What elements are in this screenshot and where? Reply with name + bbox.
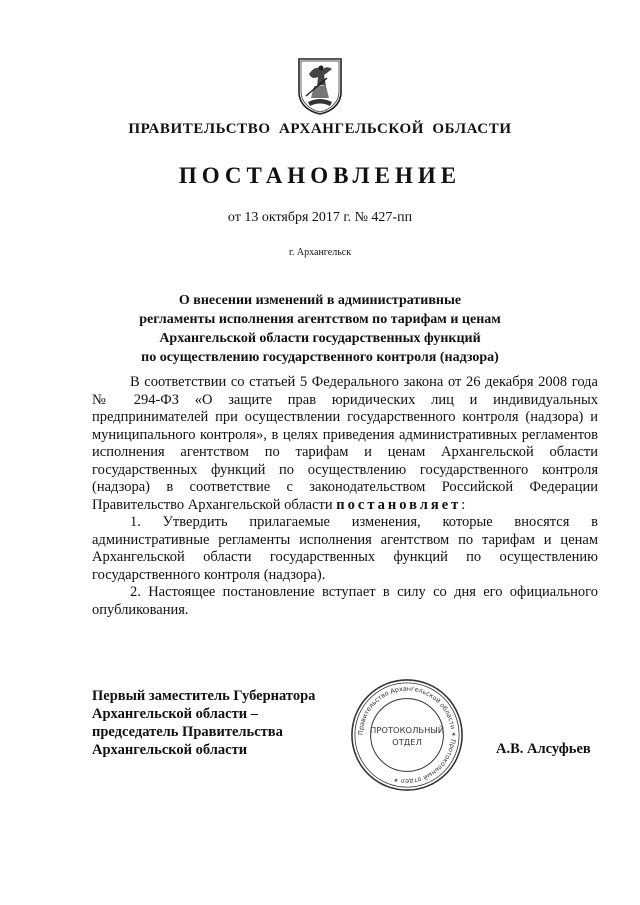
subject-line: регламенты исполнения агентством по тарифам и ценам [139, 312, 501, 327]
item-2-paragraph: 2. Настоящее постановление вступает в силу со дня его официального опубликования. [92, 584, 598, 618]
subject-line: О внесении изменений в административные [178, 293, 462, 308]
document-subject [0, 291, 640, 367]
decrees-colon: : [461, 496, 466, 513]
signatory-position [92, 687, 315, 759]
decrees-word: постановляет [336, 496, 462, 513]
preamble-paragraph [92, 374, 598, 514]
position-line: председатель Правительства [92, 724, 283, 740]
subject-line: по осуществлению государственного контроля (надзора) [141, 350, 499, 365]
date-and-number: от 13 октября 2017 г. № 427-пп [227, 210, 413, 225]
signatory-name: А.В. Алсуфьев [496, 741, 591, 757]
stamp-inner-line: ОТДЕЛ [392, 736, 422, 747]
government-name: ПРАВИТЕЛЬСТВО АРХАНГЕЛЬСКОЙ ОБЛАСТИ [128, 121, 512, 137]
item-1-paragraph: 1. Утвердить прилагаемые изменения, которые вносятся в административные регламенты исполнения агентством по тарифам и ценам Архангельской области государственных функций по осуществлению государственного контроля (надзора). [92, 514, 598, 583]
subject-line: Архангельской области государственных функций [159, 331, 481, 346]
stamp-ring-text: Правительство Архангельской области ✶ Протокольный отдел ✶ [356, 684, 458, 786]
coat-of-arms-icon [296, 56, 344, 116]
stamp-icon [348, 676, 466, 794]
document-body [92, 374, 598, 619]
position-line: Архангельской области [92, 742, 248, 758]
preamble-text: В соответствии со статьей 5 Федерального закона от 26 декабря 2008 года № 294-ФЗ «О защите прав юридических лиц и индивидуальных предпринимателей при осуществлении государственного контроля (надзора) и муниципального контроля», в целях приведения административных регламентов исполнения агентством по тарифам и ценам Архангельской области государственных функций по осуществлению государственного контроля (надзора) в соответствие с законодательством Российской Федерации Правительство Архангельской области [92, 374, 598, 513]
document-type: ПОСТАНОВЛЕНИЕ [178, 163, 462, 188]
position-line: Архангельской области – [92, 706, 258, 722]
place-of-issue: г. Архангельск [288, 247, 352, 258]
position-line: Первый заместитель Губернатора [92, 688, 316, 704]
stamp-inner-line: ПРОТОКОЛЬНЫЙ [370, 725, 444, 736]
